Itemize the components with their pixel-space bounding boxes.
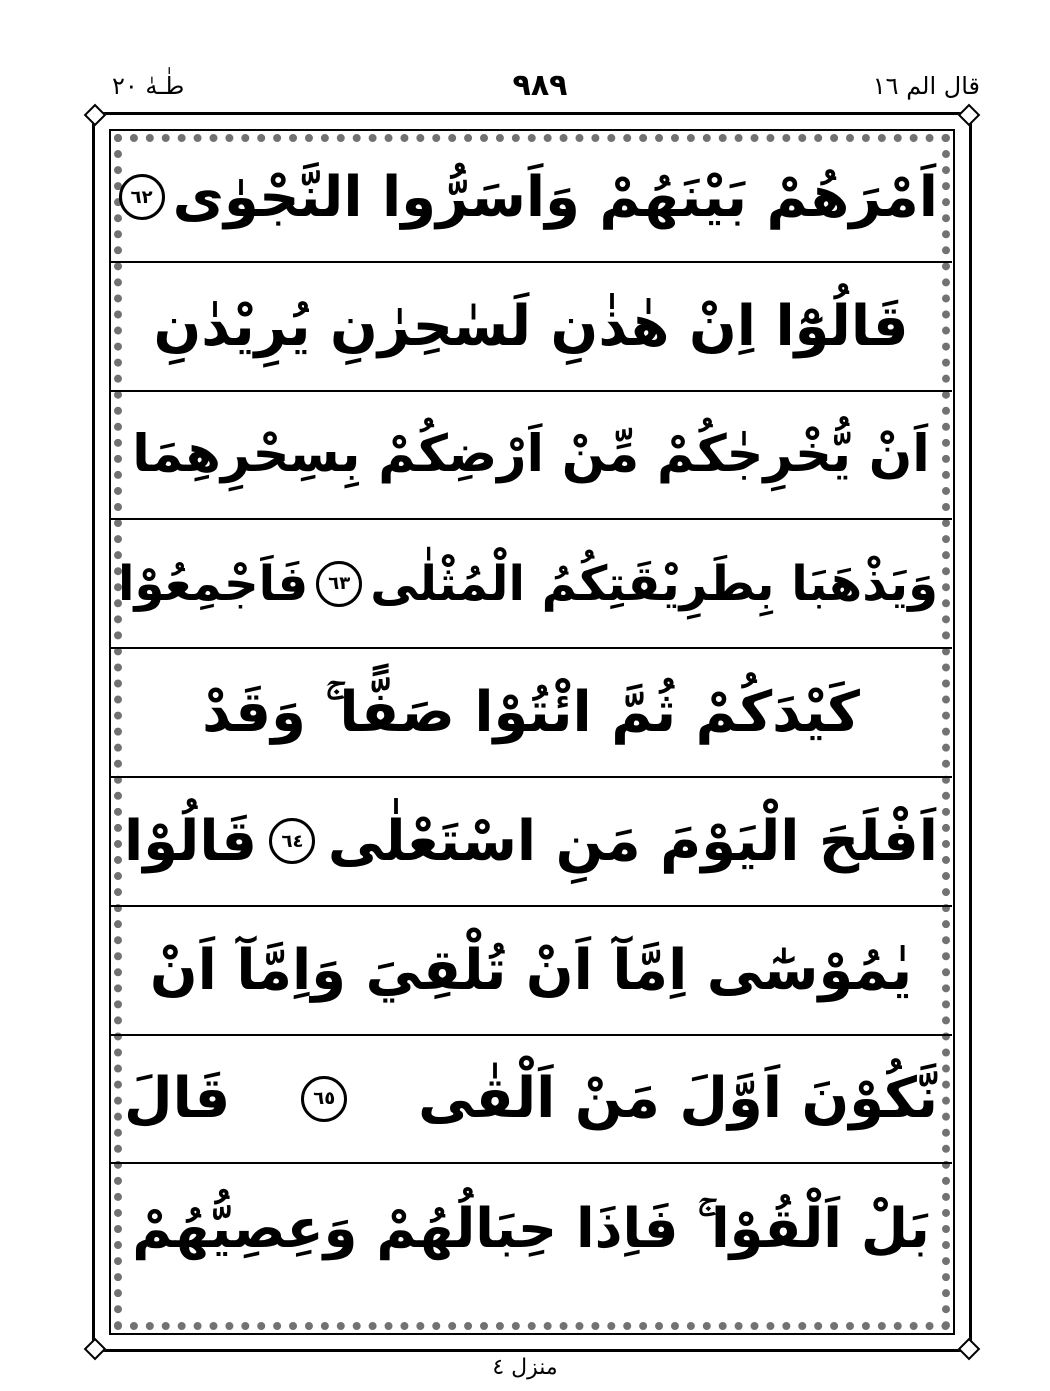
ayah-number-marker: ٦٤ (269, 818, 315, 864)
juz-name: قال الم ١٦ (872, 72, 980, 100)
page-header (100, 66, 980, 110)
verse-text: وَيَذْهَبَا بِطَرِيْقَتِكُمُ الْمُثْلٰى (370, 555, 938, 612)
ayah-number-marker: ٦٢ (119, 174, 165, 220)
verse-text: اَفْلَحَ الْيَوْمَ مَنِ اسْتَعْلٰى (327, 808, 938, 874)
ayah-number-marker: ٦٥ (301, 1076, 347, 1122)
text-line (110, 263, 952, 392)
verse-text: كَيْدَكُمْ ثُمَّ ائْتُوْا صَفًّا ۚ وَقَدْ (202, 679, 860, 745)
verse-text: اَنْ يُّخْرِجٰكُمْ مِّنْ اَرْضِكُمْ بِسِحْرِهِمَا (132, 425, 930, 485)
text-line (110, 392, 952, 521)
text-line (110, 1164, 952, 1293)
verse-text: يٰمُوْسٰٓى اِمَّآ اَنْ تُلْقِيَ وَاِمَّآ اَنْ (149, 937, 913, 1003)
verse-text: اَمْرَهُمْ بَيْنَهُمْ وَاَسَرُّوا النَّجْوٰى (172, 164, 938, 230)
page-number: ٩٨٩ (512, 68, 568, 103)
verse-text: نَّكُوْنَ اَوَّلَ مَنْ اَلْقٰى (418, 1066, 938, 1132)
verse-text: بَلْ اَلْقُوْا ۚ فَاِذَا حِبَالُهُمْ وَعِصِيُّهُمْ (132, 1196, 930, 1260)
text-line (110, 907, 952, 1036)
text-line (110, 649, 952, 778)
text-line (110, 520, 952, 649)
verse-text: قَالَ (124, 1066, 231, 1132)
manzil-footer: منزل ٤ (492, 1355, 558, 1380)
ayah-number-marker: ٦٣ (316, 561, 362, 607)
text-line (110, 1036, 952, 1165)
verse-text: قَالُوْٓا اِنْ هٰذٰنِ لَسٰحِرٰنِ يُرِيْدٰنِ (153, 293, 909, 359)
verse-text: قَالُوْا (124, 808, 258, 874)
text-line (110, 778, 952, 907)
surah-name: طٰـهٰ ٢٠ (112, 72, 185, 100)
text-line (110, 134, 952, 263)
quran-text-block (110, 134, 952, 1294)
verse-text: فَاَجْمِعُوْا (117, 555, 309, 612)
